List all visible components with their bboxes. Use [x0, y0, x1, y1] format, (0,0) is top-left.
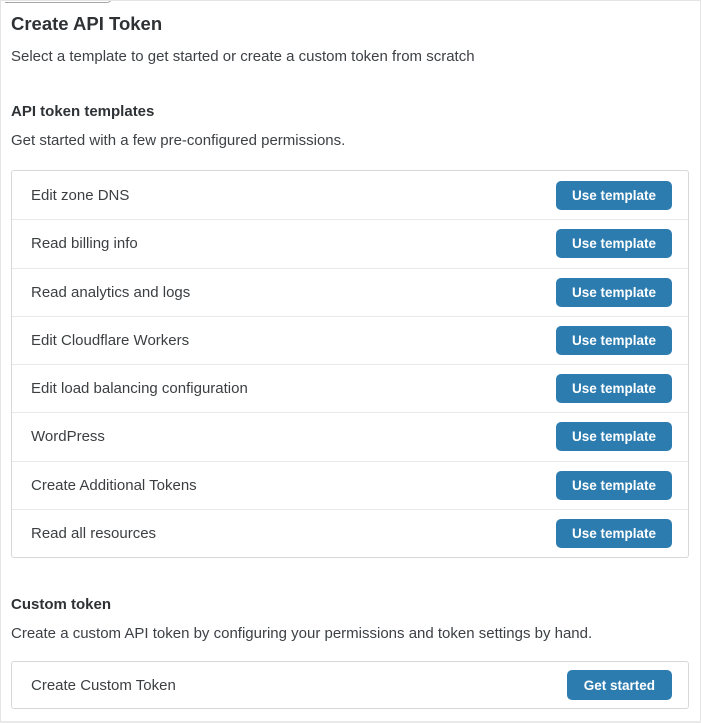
- page-subtitle: Select a template to get started or create a custom token from scratch: [11, 48, 475, 65]
- templates-description: Get started with a few pre-configured permissions.: [11, 132, 346, 149]
- use-template-button[interactable]: Use template: [556, 519, 672, 548]
- use-template-button[interactable]: Use template: [556, 422, 672, 451]
- template-row-read-billing-info: [12, 219, 688, 267]
- use-template-button[interactable]: Use template: [556, 181, 672, 210]
- template-name: Edit zone DNS: [31, 186, 130, 204]
- custom-token-description: Create a custom API token by configuring your permissions and token settings by hand.: [11, 625, 593, 642]
- cutoff-element-artifact: [5, 0, 112, 3]
- template-list: [11, 170, 689, 558]
- custom-token-box: [11, 661, 689, 709]
- template-row-read-analytics-and-logs: [12, 268, 688, 316]
- template-name: Read billing info: [31, 235, 138, 253]
- get-started-button[interactable]: Get started: [567, 670, 672, 700]
- templates-heading: API token templates: [11, 103, 155, 120]
- custom-token-name: Create Custom Token: [31, 676, 176, 694]
- template-row-wordpress: [12, 412, 688, 460]
- custom-token-row: [12, 662, 688, 708]
- template-row-read-all-resources: [12, 509, 688, 557]
- custom-token-heading: Custom token: [11, 596, 112, 613]
- template-row-create-additional-tokens: [12, 461, 688, 509]
- use-template-button[interactable]: Use template: [556, 278, 672, 307]
- template-name: Edit Cloudflare Workers: [31, 331, 190, 349]
- use-template-button[interactable]: Use template: [556, 471, 672, 500]
- use-template-button[interactable]: Use template: [556, 374, 672, 403]
- template-row-edit-load-balancing: [12, 364, 688, 412]
- use-template-button[interactable]: Use template: [556, 326, 672, 355]
- template-name: Create Additional Tokens: [31, 476, 197, 494]
- template-name: Edit load balancing configuration: [31, 380, 248, 398]
- page-title: Create API Token: [11, 13, 163, 34]
- template-name: Read analytics and logs: [31, 283, 191, 301]
- use-template-button[interactable]: Use template: [556, 229, 672, 258]
- template-name: WordPress: [31, 428, 105, 446]
- template-row-edit-cloudflare-workers: [12, 316, 688, 364]
- template-row-edit-zone-dns: [12, 171, 688, 219]
- template-name: Read all resources: [31, 524, 157, 542]
